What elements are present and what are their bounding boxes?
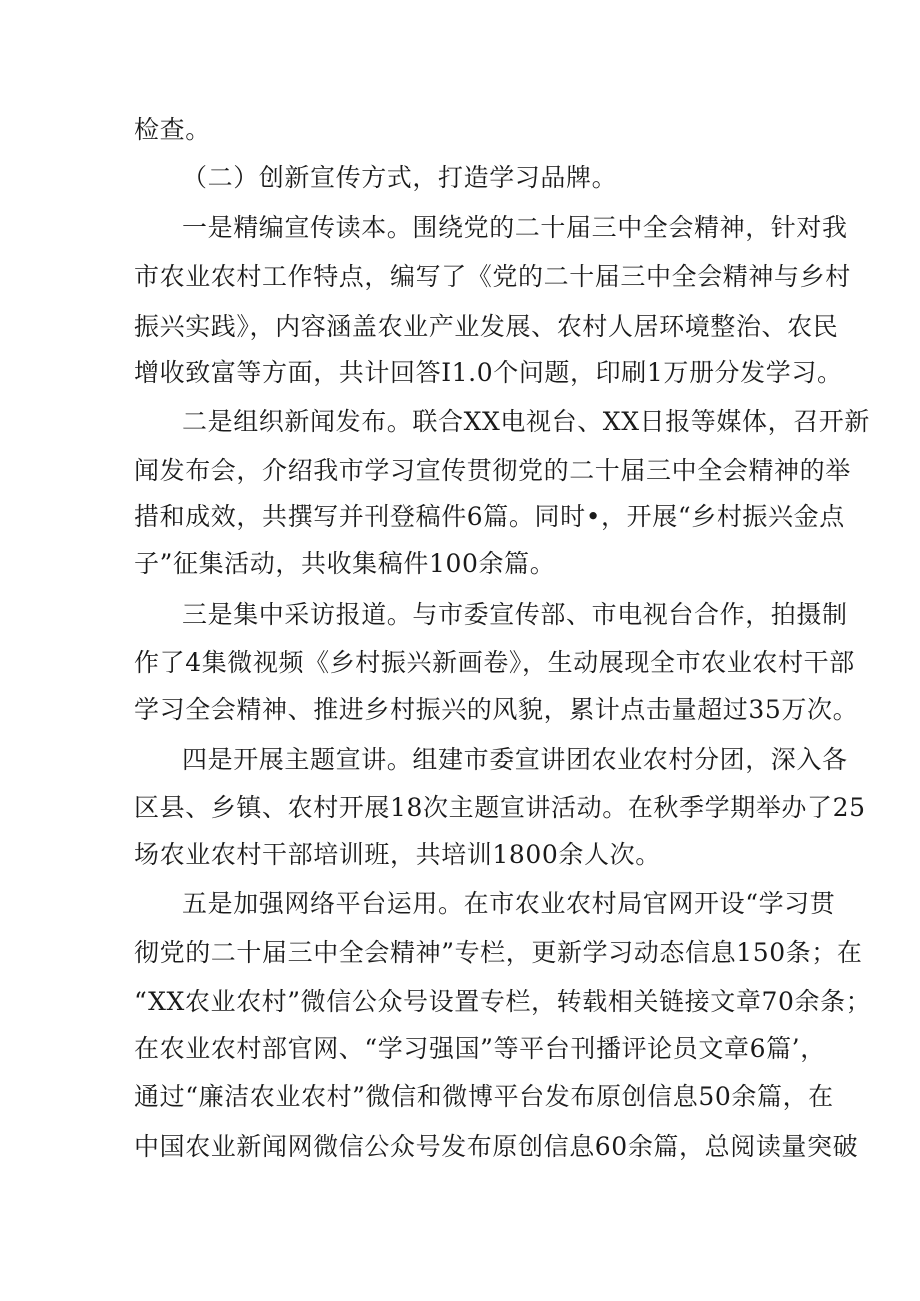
text-line: 通过“廉洁农业农村”微信和微博平台发布原创信息50余篇，在 — [134, 1082, 834, 1111]
text-line: 五是加强网络平台运用。在市农业农村局官网开设“学习贯 — [182, 889, 836, 918]
text-line: 中国农业新闻网微信公众号发布原创信息60余篇，总阅读量突破 — [134, 1132, 859, 1161]
text-line: 作了4集微视频《乡村振兴新画卷》，生动展现全市农业农村干部 — [134, 648, 855, 677]
text-line: 彻党的二十届三中全会精神”专栏，更新学习动态信息150条；在 — [134, 938, 863, 967]
text-line: 二是组织新闻发布。联合XX电视台、XX日报等媒体，召开新 — [182, 407, 870, 436]
text-line: 场农业农村干部培训班，共培训1800余人次。 — [134, 840, 661, 869]
text-line: 子”征集活动，共收集稿件100余篇。 — [134, 549, 556, 578]
text-line: 闻发布会，介绍我市学习宣传贯彻党的二十届三中全会精神的举 — [134, 456, 851, 485]
text-line: 市农业农村工作特点，编写了《党的二十届三中全会精神与乡村 — [134, 262, 851, 291]
text-line: 四是开展主题宣讲。组建市委宣讲团农业农村分团，深入各 — [182, 745, 848, 774]
text-line: 三是集中采访报道。与市委宣传部、市电视台合作，拍摄制 — [182, 600, 848, 629]
text-line: 学习全会精神、推进乡村振兴的风貌，累计点击量超过35万次。 — [134, 695, 859, 724]
text-line: “XX农业农村”微信公众号设置专栏，转载相关链接文章70余条； — [134, 987, 872, 1016]
text-line: 一是精编宣传读本。围绕党的二十届三中全会精神，针对我 — [182, 213, 848, 242]
text-line: 检查。 — [134, 115, 211, 144]
text-line: 增收致富等方面，共计回答I1.0个问题，印刷1万册分发学习。 — [134, 358, 843, 387]
text-line: 措和成效，共撰写并刊登稿件6篇。同时•，开展“乡村振兴金点 — [134, 502, 845, 531]
text-line: 在农业农村部官网、“学习强国”等平台刊播评论员文章6篇’， — [134, 1034, 826, 1063]
section-heading: （二）创新宣传方式，打造学习品牌。 — [182, 163, 618, 192]
text-line: 区县、乡镇、农村开展18次主题宣讲活动。在秋季学期举办了25 — [134, 793, 866, 822]
text-line: 振兴实践》，内容涵盖农业产业发展、农村人居环境整治、农民 — [134, 312, 839, 341]
